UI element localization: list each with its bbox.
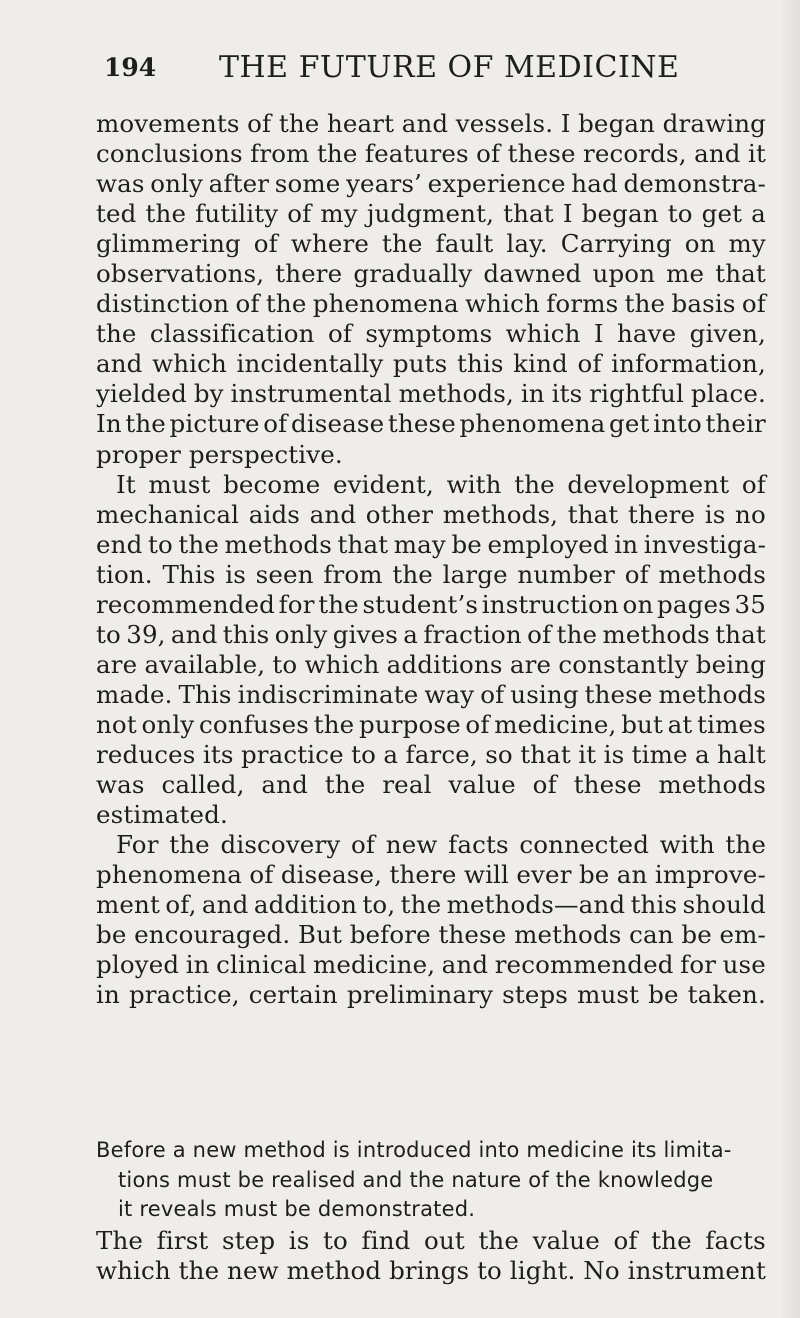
text-line: reduces its practice to a farce, so that it is time a halt: [96, 739, 766, 769]
text-line: phenomena of disease, there will ever be an improve-: [96, 860, 766, 890]
paragraph-start-line: It must become evident, with the development of: [116, 469, 766, 499]
text-line: and which incidentally puts this kind of information,: [96, 349, 766, 379]
text-line: distinction of the phenomena which forms the basis of: [96, 289, 766, 319]
principle-line: tions must be realised and the nature of the knowledge: [118, 1167, 714, 1192]
text-line: mechanical aids and other methods, that there is no: [96, 499, 766, 529]
text-line: tion. This is seen from the large number of methods: [96, 559, 766, 589]
text-line: ployed in clinical medicine, and recommended for use: [96, 950, 766, 980]
text-line: ment of, and addition to, the methods—and this should: [96, 890, 766, 920]
text-line: the classification of symptoms which I have given,: [96, 319, 766, 349]
page-edge-shadow: [780, 0, 800, 1318]
paragraph-start-line: For the discovery of new facts connected with the: [116, 830, 766, 860]
principle-line: Before a new method is introduced into medicine its limita-: [96, 1138, 732, 1162]
text-line: conclusions from the features of these records, and it: [96, 139, 766, 169]
principle-line: it reveals must be demonstrated.: [118, 1197, 476, 1221]
text-line: which the new method brings to light. No instrument: [96, 1256, 766, 1286]
text-line: in practice, certain preliminary steps must be taken.: [96, 980, 766, 1010]
text-line: recommended for the student’s instruction on pages 35: [96, 589, 766, 619]
text-line: to 39, and this only gives a fraction of the methods that: [96, 619, 766, 649]
text-line: not only confuses the purpose of medicine, but at times: [96, 709, 766, 739]
text-line: In the picture of disease these phenomena get into their: [96, 409, 766, 439]
principle-statement: [96, 1136, 756, 1225]
text-line: be encouraged. But before these methods can be em-: [96, 920, 766, 950]
text-line: glimmering of where the fault lay. Carrying on my: [96, 229, 766, 259]
body-text: [96, 109, 766, 1010]
text-line: movements of the heart and vessels. I began drawing: [96, 109, 766, 138]
text-line: proper perspective.: [96, 439, 343, 469]
text-line: are available, to which additions are constantly being: [96, 649, 766, 679]
running-head: [104, 50, 744, 90]
text-line: observations, there gradually dawned upon me that: [96, 259, 766, 289]
text-line: ted the futility of my judgment, that I began to get a: [96, 199, 766, 229]
running-title: THE FUTURE OF MEDICINE: [219, 50, 680, 85]
closing-paragraph: [96, 1226, 766, 1286]
text-line: estimated.: [96, 800, 228, 830]
text-line: end to the methods that may be employed in investiga-: [96, 529, 766, 559]
text-line: was called, and the real value of these methods: [96, 770, 766, 800]
text-line: yielded by instrumental methods, in its rightful place.: [96, 379, 766, 409]
text-line: made. This indiscriminate way of using these methods: [96, 679, 766, 709]
text-line: was only after some years’ experience had demonstra-: [96, 169, 766, 199]
paragraph-start-line: The first step is to find out the value of the facts: [96, 1226, 766, 1255]
page-number: 194: [104, 53, 157, 82]
